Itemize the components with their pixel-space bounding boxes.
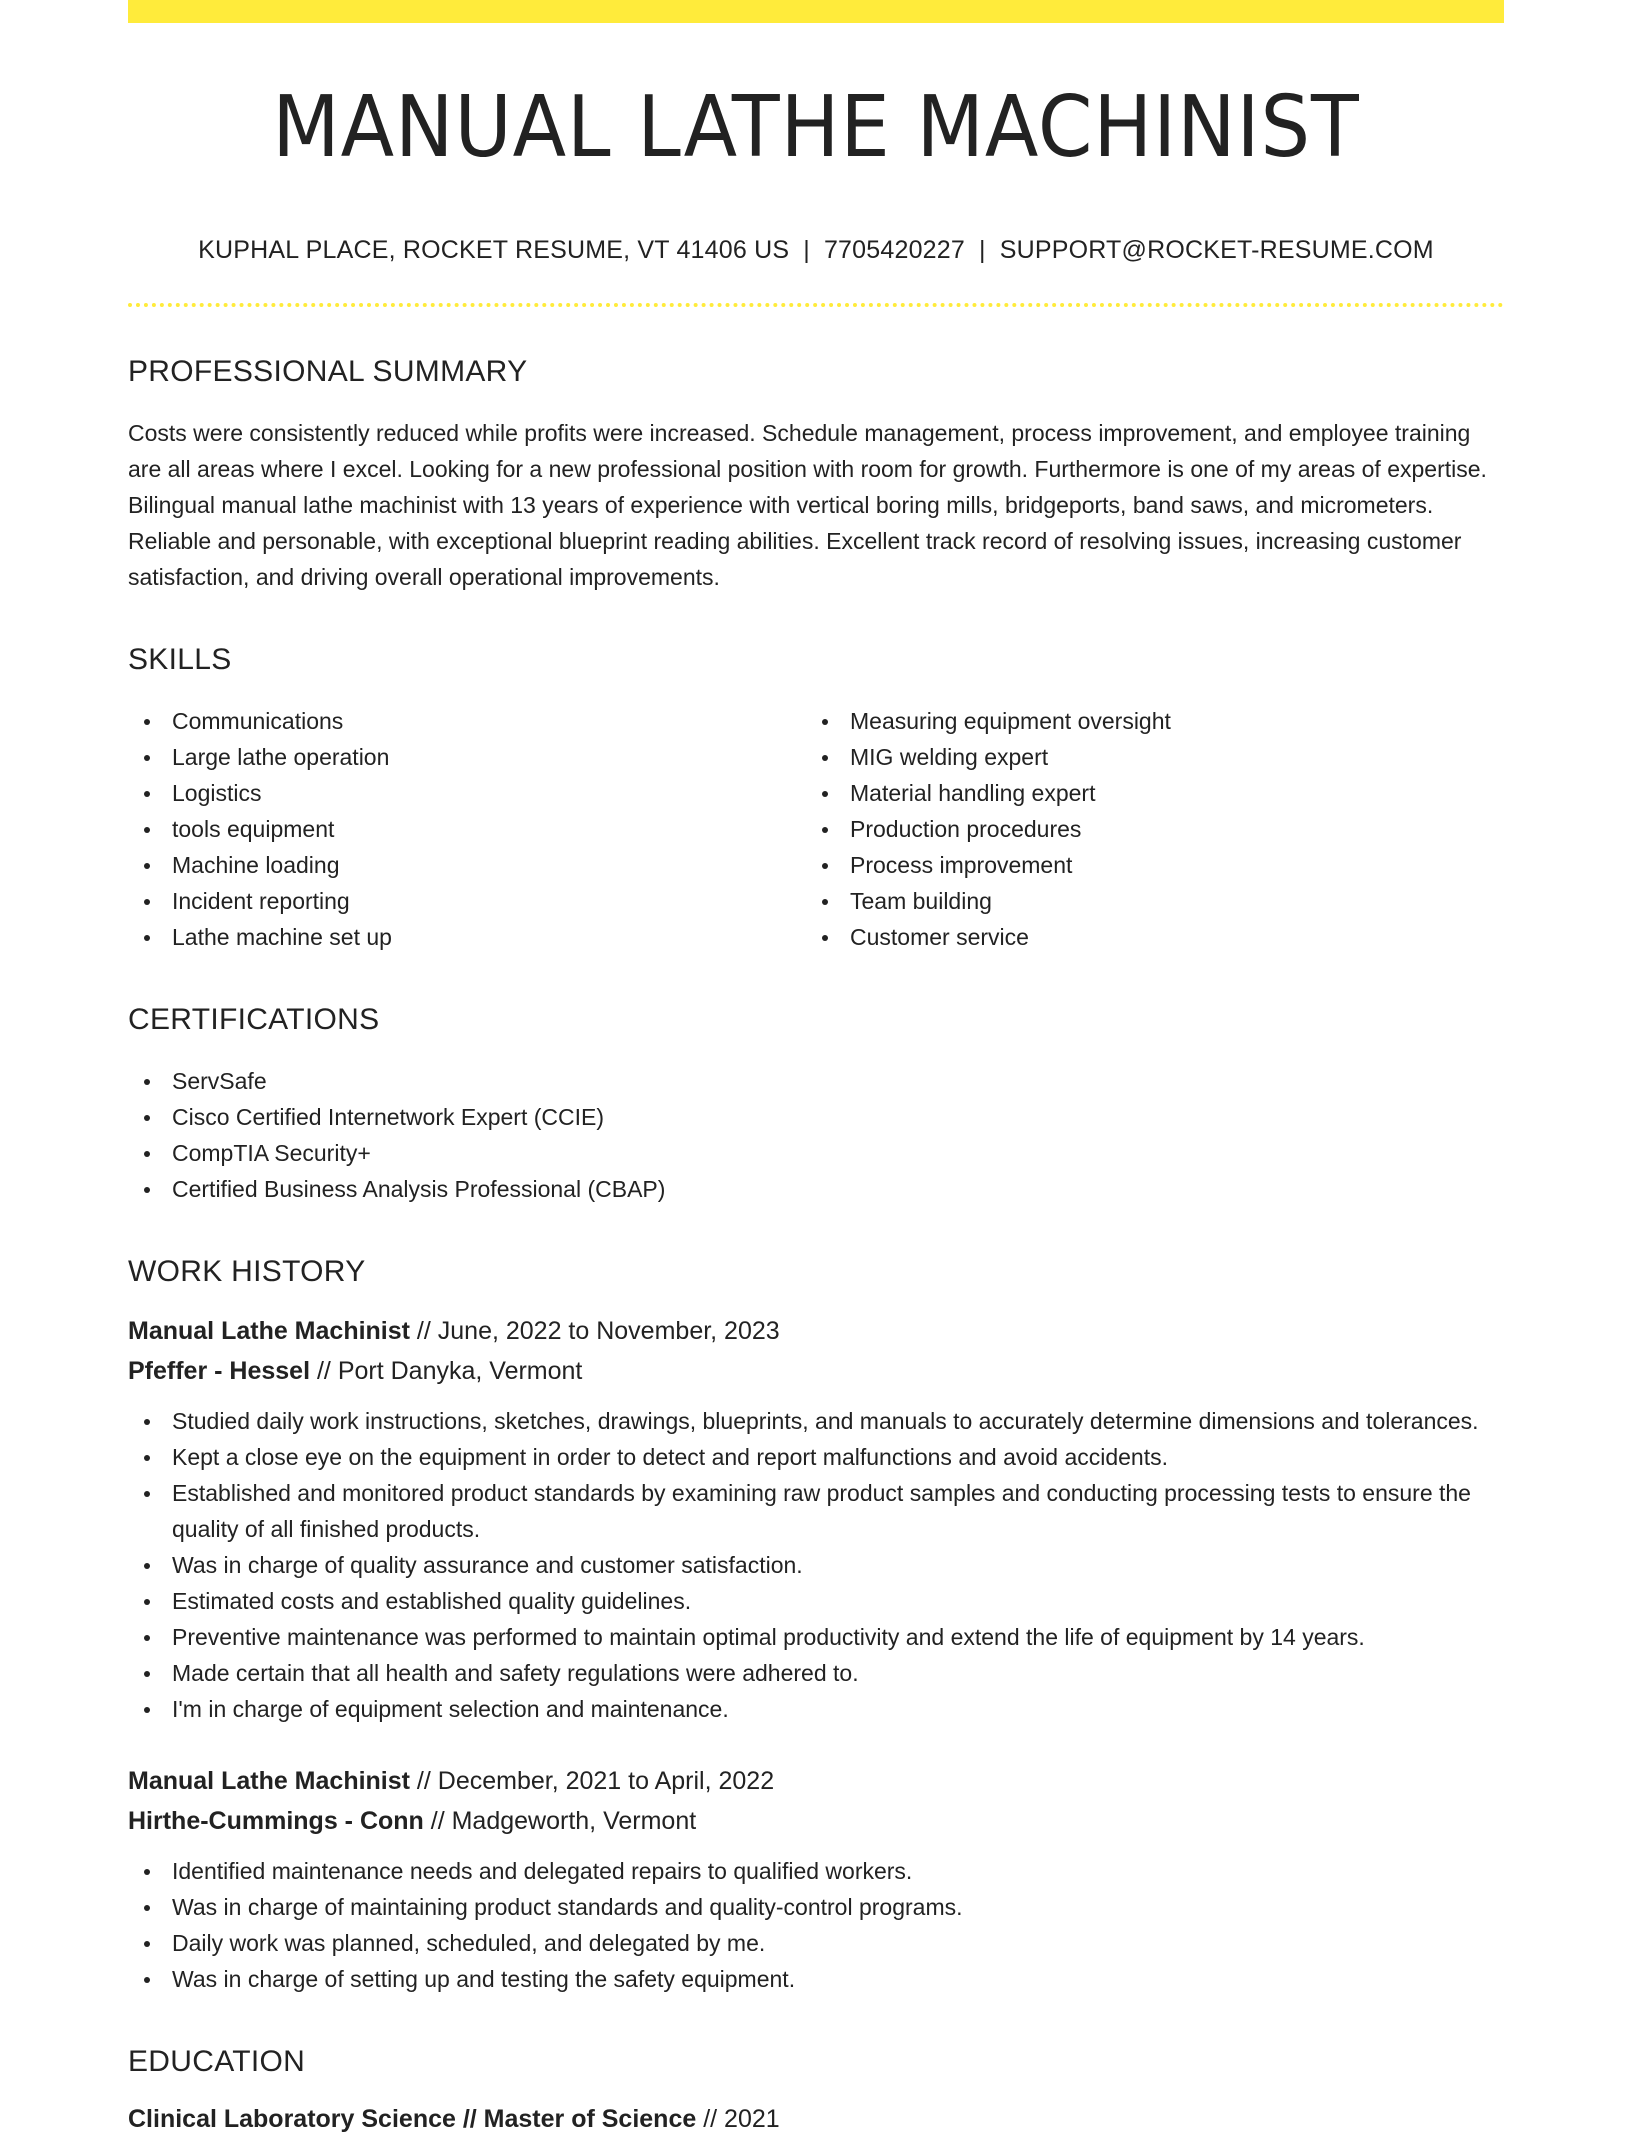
skill-item: Measuring equipment oversight — [806, 703, 1484, 739]
job-location: // Port Danyka, Vermont — [310, 1357, 583, 1385]
skill-item: Customer service — [806, 919, 1484, 955]
duty-item: Was in charge of setting up and testing the safety equipment. — [128, 1961, 1504, 1997]
job-role: Manual Lathe Machinist — [128, 1767, 410, 1795]
job-company-line — [128, 1351, 1504, 1391]
job-location: // Madgeworth, Vermont — [423, 1807, 697, 1835]
education-degree: Clinical Laboratory Science // Master of Science — [128, 2105, 697, 2133]
skill-item: Communications — [128, 703, 806, 739]
skill-item: tools equipment — [128, 811, 806, 847]
skills-heading: SKILLS — [128, 643, 232, 676]
accent-top-bar — [128, 0, 1504, 23]
skill-item: Incident reporting — [128, 883, 806, 919]
certifications-heading: CERTIFICATIONS — [128, 1003, 380, 1036]
duty-item: Studied daily work instructions, sketches, drawings, blueprints, and manuals to accurately determine dimensions and tolerances. — [128, 1403, 1504, 1439]
job-entry — [128, 1761, 1504, 1997]
duty-item: Estimated costs and established quality guidelines. — [128, 1583, 1504, 1619]
duty-item: I'm in charge of equipment selection and maintenance. — [128, 1691, 1504, 1727]
job-entry — [128, 1311, 1504, 1727]
duty-item: Was in charge of maintaining product standards and quality-control programs. — [128, 1889, 1504, 1925]
skills-grid — [128, 703, 1504, 955]
skill-item: Production procedures — [806, 811, 1484, 847]
education-entry — [128, 2099, 1504, 2139]
duty-item: Daily work was planned, scheduled, and delegated by me. — [128, 1925, 1504, 1961]
job-title-line — [128, 1311, 1504, 1351]
duty-item: Made certain that all health and safety regulations were adhered to. — [128, 1655, 1504, 1691]
certification-item: CompTIA Security+ — [128, 1135, 1504, 1171]
duty-item: Was in charge of quality assurance and customer satisfaction. — [128, 1547, 1504, 1583]
job-company: Hirthe-Cummings - Conn — [128, 1807, 424, 1835]
job-dates: // December, 2021 to April, 2022 — [409, 1767, 775, 1795]
job-title-line — [128, 1761, 1504, 1801]
certification-item: Certified Business Analysis Professional (CBAP) — [128, 1171, 1504, 1207]
contact-separator: | — [803, 236, 810, 264]
skill-item: Material handling expert — [806, 775, 1484, 811]
work-history-heading: WORK HISTORY — [128, 1255, 366, 1288]
job-duties-list — [128, 1853, 1504, 1997]
contact-separator: | — [979, 236, 986, 264]
contact-line — [128, 238, 1504, 263]
skill-item: Large lathe operation — [128, 739, 806, 775]
duty-item: Kept a close eye on the equipment in order to detect and report malfunctions and avoid accidents. — [128, 1439, 1504, 1475]
summary-text: Costs were consistently reduced while profits were increased. Schedule management, process improvement, and employee training are all areas where I excel. Looking for a new professional position with room for growth. Furthermore is one of my areas of expertise. Bilingual manual lathe machinist with 13 years of experience with vertical boring mills, bridgeports, band saws, and micrometers. Reliable and personable, with exceptional blueprint reading abilities. Excellent track record of resolving issues, increasing customer satisfaction, and driving overall operational improvements. — [128, 420, 1487, 590]
certification-item: Cisco Certified Internetwork Expert (CCIE) — [128, 1099, 1504, 1135]
skill-item: Team building — [806, 883, 1484, 919]
duty-item: Identified maintenance needs and delegated repairs to qualified workers. — [128, 1853, 1504, 1889]
job-company: Pfeffer - Hessel — [128, 1357, 311, 1385]
skills-list-left — [128, 703, 806, 955]
skill-item: Machine loading — [128, 847, 806, 883]
skill-item: Process improvement — [806, 847, 1484, 883]
education-year: // 2021 — [696, 2105, 780, 2133]
skill-item: MIG welding expert — [806, 739, 1484, 775]
job-company-line — [128, 1801, 1504, 1841]
email-link[interactable]: SUPPORT@ROCKET-RESUME.COM — [999, 236, 1434, 264]
resume-page — [128, 0, 1504, 2139]
page-title: MANUAL LATHE MACHINIST — [272, 78, 1360, 177]
certifications-list — [128, 1063, 1504, 1207]
phone-text: 7705420227 — [823, 236, 965, 264]
address-text: KUPHAL PLACE, ROCKET RESUME, VT 41406 US — [198, 236, 790, 264]
duty-item: Established and monitored product standards by examining raw product samples and conducting processing tests to ensure the quality of all finished products. — [128, 1475, 1504, 1547]
summary-heading: PROFESSIONAL SUMMARY — [128, 355, 528, 388]
duty-item: Preventive maintenance was performed to maintain optimal productivity and extend the life of equipment by 14 years. — [128, 1619, 1504, 1655]
skills-list-right — [806, 703, 1484, 955]
job-dates: // June, 2022 to November, 2023 — [409, 1317, 780, 1345]
job-role: Manual Lathe Machinist — [128, 1317, 410, 1345]
skill-item: Lathe machine set up — [128, 919, 806, 955]
job-duties-list — [128, 1403, 1504, 1727]
skill-item: Logistics — [128, 775, 806, 811]
dotted-divider — [128, 303, 1504, 307]
education-heading: EDUCATION — [128, 2045, 306, 2078]
certification-item: ServSafe — [128, 1063, 1504, 1099]
